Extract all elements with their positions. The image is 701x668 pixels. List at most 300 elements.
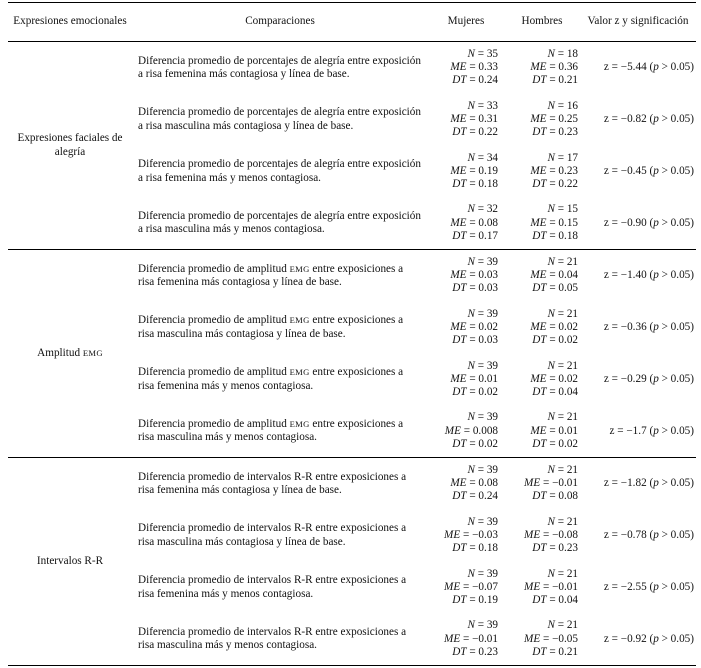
mujeres-dt-line [428,646,498,659]
results-table-container [8,2,696,666]
stat-label-n: N [547,255,555,268]
hombres-stats-cell [504,146,580,198]
mujeres-n-value: 39 [486,515,498,528]
equals-sign: = [540,632,553,645]
comparison-text-post: entre exposiciones a risa femenina más contagiosa y línea de base. [138,262,404,288]
hombres-n-line [504,308,578,321]
equals-sign: = [546,490,559,503]
p-symbol: p [653,61,659,74]
hombres-me-line [504,477,578,490]
mujeres-dt-value: 0.03 [478,334,498,347]
hombres-me-line [504,165,578,178]
equals-sign: = [466,645,479,658]
equals-sign: = [474,359,487,372]
header-comparaciones: Comparaciones [132,3,428,42]
mujeres-dt-value: 0.23 [478,645,498,658]
mujeres-stats-cell [428,510,504,562]
comparison-cell [132,146,428,198]
stat-label-me: ME [530,216,547,229]
stat-label-dt: DT [452,229,467,242]
equals-sign: = [474,151,487,164]
hombres-dt-value: 0.18 [558,229,578,242]
mujeres-dt-line [428,386,498,399]
z-value: z = −0.78 ( [603,528,654,541]
equals-sign: = [546,229,559,242]
mujeres-me-value: −0.03 [472,528,498,541]
hombres-me-value: −0.01 [552,477,578,490]
stat-label-me: ME [450,216,467,229]
stat-label-dt: DT [532,229,547,242]
equals-sign: = [546,216,559,229]
comparison-cell [132,94,428,146]
z-value-cell [580,354,696,406]
hombres-me-value: 0.23 [558,164,578,177]
equals-sign: = [466,229,479,242]
equals-sign: = [554,151,567,164]
hombres-dt-line [504,230,578,243]
mujeres-me-line [428,425,498,438]
equals-sign: = [546,386,559,399]
mujeres-me-line [428,321,498,334]
z-value: z = −1.7 ( [609,424,654,437]
z-value: z = −0.45 ( [603,164,654,177]
comparison-text-pre: Diferencia promedio de amplitud [138,314,290,327]
equals-sign: = [466,282,479,295]
mujeres-n-value: 33 [486,99,498,112]
hombres-stats-cell [504,406,580,458]
table-row [8,250,696,302]
stat-label-dt: DT [532,542,547,555]
mujeres-n-line [428,100,498,113]
hombres-dt-line [504,282,578,295]
hombres-n-line [504,619,578,632]
equals-sign: = [554,359,567,372]
comparison-cell [132,614,428,666]
significance: > 0.05) [658,164,694,177]
stat-label-dt: DT [452,645,467,658]
equals-sign: = [546,542,559,555]
hombres-n-value: 21 [566,411,578,424]
hombres-n-line [504,568,578,581]
mujeres-n-line [428,411,498,424]
mujeres-n-value: 35 [486,47,498,60]
comparison-text-smallcaps: EMG [289,263,310,274]
mujeres-stats-cell [428,562,504,614]
hombres-n-value: 16 [566,99,578,112]
stat-label-dt: DT [532,74,547,87]
mujeres-stats-cell [428,302,504,354]
stat-label-me: ME [530,372,547,385]
z-value: z = −0.92 ( [603,632,654,645]
hombres-stats-cell [504,302,580,354]
comparison-text-post: entre exposiciones a risa masculina más y menos contagiosa. [138,418,404,444]
z-value: z = −0.36 ( [603,320,654,333]
table-row [8,458,696,510]
significance: > 0.05) [658,580,694,593]
mujeres-me-line [428,61,498,74]
mujeres-n-line [428,619,498,632]
hombres-n-value: 21 [566,359,578,372]
z-value: z = −0.29 ( [603,372,654,385]
hombres-me-value: 0.04 [558,269,578,282]
hombres-dt-line [504,438,578,451]
stat-label-n: N [467,515,475,528]
stat-label-me: ME [444,580,461,593]
equals-sign: = [546,61,559,74]
mujeres-dt-value: 0.17 [478,229,498,242]
p-symbol: p [653,269,659,282]
equals-sign: = [460,528,473,541]
stat-label-dt: DT [532,594,547,607]
mujeres-n-value: 34 [486,151,498,164]
hombres-n-line [504,152,578,165]
hombres-n-line [504,411,578,424]
hombres-dt-line [504,386,578,399]
stat-label-n: N [467,99,475,112]
group-label-smallcaps: EMG [82,347,103,358]
hombres-dt-line [504,490,578,503]
mujeres-dt-line [428,542,498,555]
mujeres-n-line [428,152,498,165]
significance: > 0.05) [658,320,694,333]
mujeres-stats-cell [428,198,504,250]
mujeres-n-line [428,256,498,269]
mujeres-dt-value: 0.19 [478,594,498,607]
p-symbol: p [653,320,659,333]
hombres-me-line [504,529,578,542]
stat-label-n: N [547,47,555,60]
hombres-me-value: 0.02 [558,320,578,333]
mujeres-dt-line [428,230,498,243]
z-value: z = −0.82 ( [603,112,654,125]
stat-label-n: N [547,619,555,632]
mujeres-me-value: 0.19 [478,164,498,177]
significance: > 0.05) [658,528,694,541]
equals-sign: = [466,74,479,87]
mujeres-n-value: 39 [486,463,498,476]
z-value-cell [580,302,696,354]
comparison-cell [132,458,428,510]
hombres-dt-value: 0.21 [558,645,578,658]
equals-sign: = [474,255,487,268]
stat-label-dt: DT [532,178,547,191]
significance: > 0.05) [658,424,694,437]
equals-sign: = [540,580,553,593]
mujeres-dt-value: 0.24 [478,74,498,87]
equals-sign: = [554,515,567,528]
stat-label-me: ME [530,424,547,437]
equals-sign: = [554,47,567,60]
z-value-cell [580,562,696,614]
stat-label-me: ME [524,632,541,645]
equals-sign: = [546,74,559,87]
p-symbol: p [653,372,659,385]
stat-label-n: N [467,47,475,60]
mujeres-stats-cell [428,42,504,94]
mujeres-me-value: 0.08 [478,216,498,229]
stat-label-n: N [547,203,555,216]
hombres-n-value: 15 [566,203,578,216]
mujeres-stats-cell [428,250,504,302]
stat-label-me: ME [450,164,467,177]
stat-label-n: N [547,515,555,528]
mujeres-me-line [428,269,498,282]
hombres-n-value: 21 [566,463,578,476]
group-label-cell [8,42,132,250]
stat-label-dt: DT [452,74,467,87]
group-label-cell [8,458,132,666]
hombres-n-value: 21 [566,255,578,268]
p-symbol: p [653,112,659,125]
z-value-cell [580,146,696,198]
z-value: z = −1.40 ( [603,269,654,282]
equals-sign: = [554,307,567,320]
equals-sign: = [546,126,559,139]
comparison-text: Diferencia promedio de intervalos R-R entre exposiciones a risa masculina más y menos contagiosa. [138,626,407,652]
hombres-me-value: −0.08 [552,528,578,541]
z-value-cell [580,406,696,458]
stat-label-n: N [547,567,555,580]
equals-sign: = [474,515,487,528]
mujeres-dt-line [428,334,498,347]
stat-label-dt: DT [452,282,467,295]
equals-sign: = [474,203,487,216]
mujeres-dt-value: 0.22 [478,126,498,139]
mujeres-n-value: 39 [486,567,498,580]
hombres-me-value: −0.05 [552,632,578,645]
z-value-cell [580,250,696,302]
hombres-dt-value: 0.02 [558,437,578,450]
z-value-cell [580,614,696,666]
comparison-text: Diferencia promedio de intervalos R-R entre exposiciones a risa femenina más y menos contagiosa. [138,574,407,600]
group-label: Expresiones faciales de alegría [17,132,123,158]
equals-sign: = [554,619,567,632]
stat-label-dt: DT [452,490,467,503]
mujeres-me-value: 0.08 [478,477,498,490]
hombres-dt-value: 0.23 [558,126,578,139]
stat-label-me: ME [450,372,467,385]
hombres-stats-cell [504,614,580,666]
hombres-dt-line [504,178,578,191]
equals-sign: = [466,490,479,503]
stat-label-dt: DT [532,645,547,658]
z-value-cell [580,458,696,510]
equals-sign: = [466,269,479,282]
equals-sign: = [554,567,567,580]
mujeres-n-line [428,568,498,581]
stat-label-n: N [547,151,555,164]
comparison-cell [132,302,428,354]
mujeres-me-value: 0.01 [478,372,498,385]
mujeres-me-line [428,165,498,178]
hombres-n-value: 21 [566,515,578,528]
stat-label-n: N [467,359,475,372]
z-value-cell [580,42,696,94]
stat-label-me: ME [450,112,467,125]
hombres-n-line [504,48,578,61]
equals-sign: = [554,203,567,216]
stat-label-me: ME [530,269,547,282]
stat-label-n: N [547,411,555,424]
comparison-text-smallcaps: EMG [289,367,310,378]
stat-label-me: ME [524,477,541,490]
stat-label-me: ME [450,320,467,333]
hombres-me-value: 0.15 [558,216,578,229]
comparison-text-smallcaps: EMG [289,315,310,326]
z-value: z = −2.55 ( [603,580,654,593]
mujeres-stats-cell [428,614,504,666]
stat-label-n: N [547,307,555,320]
group-label: Intervalos R-R [36,554,104,567]
stat-label-me: ME [530,164,547,177]
mujeres-n-line [428,360,498,373]
mujeres-dt-line [428,126,498,139]
comparison-cell [132,406,428,458]
comparison-text: Diferencia promedio de intervalos R-R entre exposiciones a risa femenina más contagiosa y línea de base. [138,470,407,496]
hombres-me-line [504,61,578,74]
z-value: z = −0.90 ( [603,216,654,229]
equals-sign: = [474,619,487,632]
mujeres-n-value: 39 [486,255,498,268]
equals-sign: = [474,307,487,320]
significance: > 0.05) [658,112,694,125]
stat-label-n: N [467,567,475,580]
equals-sign: = [546,178,559,191]
hombres-stats-cell [504,198,580,250]
hombres-me-line [504,321,578,334]
header-row [8,3,696,42]
equals-sign: = [466,112,479,125]
stat-label-dt: DT [532,386,547,399]
group-label-prefix: Amplitud [37,346,83,359]
hombres-stats-cell [504,42,580,94]
stat-label-dt: DT [532,334,547,347]
mujeres-stats-cell [428,146,504,198]
hombres-dt-line [504,334,578,347]
equals-sign: = [554,463,567,476]
hombres-n-line [504,516,578,529]
mujeres-n-value: 39 [486,307,498,320]
stat-label-n: N [467,619,475,632]
comparison-text-post: entre exposiciones a risa femenina más y menos contagiosa. [138,366,404,392]
stat-label-me: ME [444,528,461,541]
p-symbol: p [653,632,659,645]
stat-label-n: N [467,203,475,216]
mujeres-me-line [428,373,498,386]
mujeres-stats-cell [428,94,504,146]
mujeres-dt-line [428,438,498,451]
equals-sign: = [466,477,479,490]
equals-sign: = [466,372,479,385]
mujeres-dt-line [428,282,498,295]
p-symbol: p [653,164,659,177]
mujeres-me-value: 0.33 [478,61,498,74]
mujeres-n-line [428,48,498,61]
comparison-text-smallcaps: EMG [289,419,310,430]
stat-label-me: ME [524,528,541,541]
hombres-n-line [504,464,578,477]
significance: > 0.05) [658,632,694,645]
hombres-stats-cell [504,354,580,406]
equals-sign: = [466,594,479,607]
hombres-n-value: 21 [566,619,578,632]
z-value-cell [580,94,696,146]
mujeres-dt-value: 0.24 [478,490,498,503]
hombres-n-value: 18 [566,47,578,60]
hombres-n-line [504,100,578,113]
hombres-dt-value: 0.21 [558,74,578,87]
stat-label-dt: DT [452,126,467,139]
equals-sign: = [554,99,567,112]
mujeres-me-line [428,113,498,126]
z-value-cell [580,198,696,250]
comparison-text-pre: Diferencia promedio de amplitud [138,262,290,275]
equals-sign: = [466,386,479,399]
mujeres-me-value: 0.008 [472,424,498,437]
comparison-text-pre: Diferencia promedio de amplitud [138,418,290,431]
stat-label-dt: DT [452,594,467,607]
equals-sign: = [474,47,487,60]
comparison-cell [132,198,428,250]
hombres-me-line [504,425,578,438]
group-label-cell [8,250,132,458]
results-table [8,2,696,666]
comparison-text: Diferencia promedio de porcentajes de alegría entre exposición a risa masculina más y menos contagiosa. [138,210,421,236]
stat-label-dt: DT [532,437,547,450]
hombres-me-line [504,581,578,594]
equals-sign: = [546,164,559,177]
stat-label-n: N [547,359,555,372]
hombres-dt-value: 0.23 [558,542,578,555]
hombres-dt-line [504,126,578,139]
hombres-n-line [504,203,578,216]
hombres-n-value: 17 [566,151,578,164]
hombres-me-line [504,633,578,646]
stat-label-dt: DT [532,282,547,295]
stat-label-me: ME [450,269,467,282]
header-expresiones: Expresiones emocionales [8,3,132,42]
hombres-stats-cell [504,562,580,614]
hombres-stats-cell [504,458,580,510]
mujeres-n-value: 39 [486,619,498,632]
comparison-text: Diferencia promedio de porcentajes de alegría entre exposición a risa femenina más contagiosa y línea de base. [138,54,421,80]
hombres-n-line [504,256,578,269]
equals-sign: = [474,463,487,476]
equals-sign: = [546,594,559,607]
equals-sign: = [546,320,559,333]
stat-label-me: ME [524,580,541,593]
mujeres-me-value: −0.01 [472,632,498,645]
mujeres-n-line [428,464,498,477]
equals-sign: = [466,542,479,555]
comparison-cell [132,354,428,406]
equals-sign: = [474,99,487,112]
equals-sign: = [554,411,567,424]
comparison-cell [132,250,428,302]
comparison-cell [132,42,428,94]
p-symbol: p [653,528,659,541]
hombres-stats-cell [504,94,580,146]
hombres-stats-cell [504,510,580,562]
p-symbol: p [653,477,659,490]
equals-sign: = [466,178,479,191]
equals-sign: = [466,216,479,229]
equals-sign: = [466,437,479,450]
comparison-cell [132,510,428,562]
hombres-stats-cell [504,250,580,302]
hombres-dt-line [504,74,578,87]
equals-sign: = [546,282,559,295]
